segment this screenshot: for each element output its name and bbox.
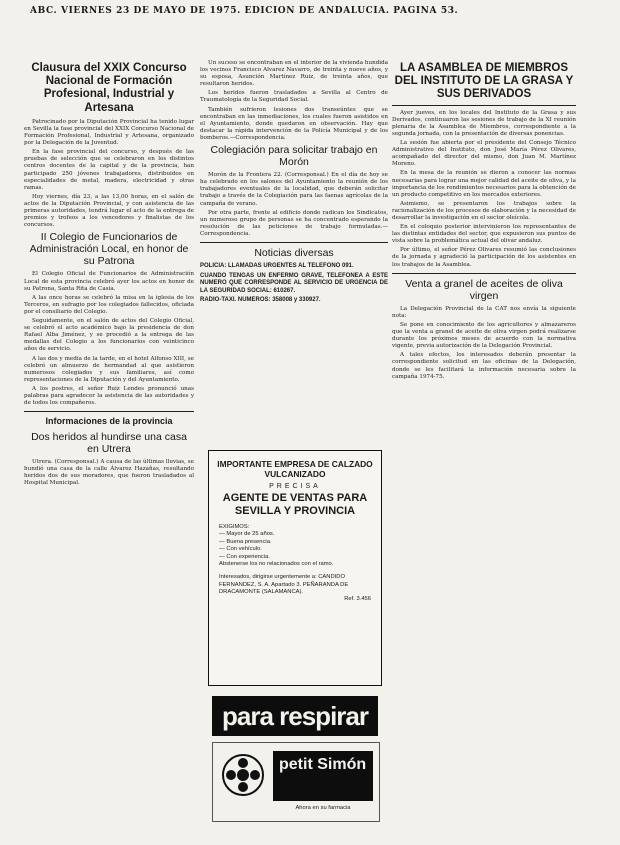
paragraph: Asimismo, se presentaron los trabajos sobre la racionalización de los procesos de elaboración y la necesidad de desarrollar la investigación en el sector oleícola. [392, 200, 576, 221]
headline-colegio: II Colegio de Funcionarios de Administración Local, en honor de su Patrona [29, 231, 189, 268]
headline-asamblea: LA ASAMBLEA DE MIEMBROS DEL INSTITUTO DE LA GRASA Y SUS DERIVADOS [392, 62, 576, 106]
divider [24, 411, 194, 412]
ad-requirements [219, 524, 371, 568]
paragraph: Los heridos fueron trasladados a Sevilla al Centro de Traumatología de la Seguridad Social. [200, 90, 388, 104]
flower-logo-icon [221, 753, 265, 797]
paragraph: Utrera. (Corresponsal.) A causa de las últimas lluvias, se hundió una casa de la calle Álvarez Hazañas, resultando heridos dos de sus moradores, que fueron trasladados al Hospital Municipal. [24, 458, 194, 486]
paragraph: A los postres, el señor Ruiz Lendes pronunció unas palabras para agradecer la asistencia de las autoridades y de todos los compañeros. [24, 385, 194, 407]
headline-aceites: Venta a granel de aceites de oliva virgen [405, 277, 563, 302]
ad-role: AGENTE DE VENTAS PARA SEVILLA Y PROVINCIA [222, 492, 368, 517]
ad-req: — Buena presencia. [219, 538, 272, 545]
ad-req: — Con experiencia. [219, 553, 270, 560]
column-left [24, 60, 194, 489]
petit-simon-advertisement [212, 742, 380, 822]
paragraph: Un suceso se encontraban en el interior de la vivienda hundida los vecinos Francisco Alvarez Navarro, de treinta y nueve años, y su esposa, Asunción Martínez Ruiz, de treinta años, que resultaron heridos. [200, 60, 388, 88]
paragraph: Por otra parte, frente al edificio donde radican los Sindicatos, un numeroso grupo de personas se ha concentrado esperando la resolución de las peticiones de trabajo formuladas.—Correspondencia. [200, 209, 388, 237]
ad-contact: Interesados, dirigirse urgentemente a: CANDIDO FERNANDEZ, S. A. Apartado 3. PEÑARANDA DE DRACAMONTE (SALAMANCA). [219, 574, 349, 595]
ad-req-label: EXIGIMOS: [219, 524, 250, 530]
headline-moron: Colegiación para solicitar trabajo en Morón [210, 144, 378, 169]
masthead: ABC. VIERNES 23 DE MAYO DE 1975. EDICION DE ANDALUCIA. PAGINA 53. [30, 6, 459, 16]
paragraph: Hoy viernes, día 23, a las 13,00 horas, en el salón de actos de la Diputación Provincial, y con asistencia de las primeras autoridades, tendrá lugar el acto de la entrega de premios y trofeos a los vencedores y finalistas de los concursos. [24, 193, 194, 229]
watermark: ​ [17, 304, 42, 329]
paragraph: También sufrieron lesiones dos transeúntes que se encontraban en las inmediaciones, los cuales fueron asistidos en el Ayuntamiento, donde quedaron en observación. Hay que destacar la rápida intervención de la Policía Municipal y de los bomberos.—Correspondencia. [200, 106, 388, 141]
paragraph: Patrocinado por la Diputación Provincial ha tenido lugar en Sevilla la fase provincial del XXIX Concurso Nacional de Formación Profesional, Industrial y Artesana, organizado por la Delegación de la Juventud. [24, 118, 194, 147]
paragraph: La Delegación Provincial de la CAT nos envía la siguiente nota: [392, 305, 576, 319]
notice-urgencia: CUANDO TENGAS UN ENFERMO GRAVE, TELEFONEA A ESTE NUMERO QUE CORRESPONDE AL SERVICIO DE URGENCIA DE LA SEGURIDAD SOCIAL: 610267. [200, 272, 388, 294]
respirar-advertisement: para respirar [212, 696, 378, 736]
paragraph: A las once horas se celebró la misa en la iglesia de los Terceros, en sufragio por los colegiados fallecidos, oficiada por el consiliario del Colegio. [24, 294, 194, 315]
column-middle [200, 60, 388, 307]
headline-concurso: Clausura del XXIX Concurso Nacional de Formación Profesional, Industrial y Artesana [31, 62, 187, 114]
notice-radiotaxi: RADIO-TAXI. NUMEROS: 358008 y 330927. [200, 297, 321, 304]
headline-provincia: Informaciones de la provincia [45, 416, 173, 427]
paragraph: En la mesa de la reunión se dieron a conocer las normas necesarias para lograr una mejor calidad del aceite de oliva, y la importancia de los rendimientos necesarios para la obtención de un producto competitivo en los mercados exteriores. [392, 170, 576, 198]
paragraph: El Colegio Oficial de Funcionarios de Administración Local de esta provincia celebró ayer los actos en honor de su Patrona, Santa Rita de Casia. [24, 271, 194, 292]
ad-title: IMPORTANTE EMPRESA DE CALZADO VULCANIZADO [217, 459, 373, 479]
paragraph: Ayer jueves, en los locales del Instituto de la Grasa y sus Derivados, continuaron las sesiones de trabajo de la XI reunión plenaria de la Asamblea de Miembros, correspondiente a la segunda jornada, con la presentación de diversas ponencias. [392, 109, 576, 137]
notice-policia: POLICIA: LLAMADAS URGENTES AL TELEFONO 091. [200, 263, 354, 270]
divider [200, 242, 388, 243]
ad-precisa: PRECISA [269, 483, 321, 490]
ad-req: Abstenerse los no relacionados con el ramo. [219, 561, 334, 568]
paragraph: La sesión fue abierta por el presidente del Consejo Técnico Administrativo del Instituto, don José María Pérez Olivares, acompañado del director del mismo, don Juan M. Martínez Moreno. [392, 140, 576, 168]
paragraph: En la fase provincial del concurso, y después de las pruebas de selección que se celebraron en los distintos centros docentes de la capital y de la provincia, han participado 250 jóvenes trabajadores, distribuidos en especialidades de metal, madera, electricidad y otras ramas. [24, 149, 194, 191]
ad-ref: Ref. 3.456 [344, 596, 371, 603]
ad-req: — Mayor de 25 años. [219, 531, 275, 538]
petit-simon-tag: Ahora en su farmacia [295, 805, 351, 811]
job-advertisement [208, 450, 382, 686]
headline-noticias: Noticias diversas [254, 247, 334, 259]
ad-req: — Con vehículo. [219, 546, 262, 553]
paragraph: En el coloquio posterior intervinieron los representantes de las distintas entidades del sector, que expusieron sus puntos de vista sobre la problemática actual del olivar andaluz. [392, 224, 576, 245]
paragraph: Morón de la Frontera 22. (Corresponsal.) En el día de hoy se ha celebrado en los salones del Ayuntamiento la reunión de los trabajadores eventuales de la localidad, que deberán solicitar trabajo a través de la Colegiación para las faenas agrícolas de la campaña de verano. [200, 172, 388, 207]
divider [392, 273, 576, 274]
paragraph: Se pone en conocimiento de los agricultores y almazareros que la venta a granel de aceite de oliva virgen podrá realizarse durante los próximos meses de acuerdo con la normativa vigente, previa autorización de la Delegación Provincial. [392, 321, 576, 350]
paragraph: A las dos y media de la tarde, en el hotel Alfonso XIII, se celebró un almuerzo de hermandad al que asistieron numerosos colegiados y sus familiares, así como representaciones de la Diputación y del Ayuntamiento. [24, 355, 194, 383]
column-right [392, 60, 576, 383]
paragraph: A tales efectos, los interesados deberán presentar la correspondiente solicitud en las oficinas de la Delegación, donde se les facilitará la información necesaria sobre la campaña 1974-75. [392, 352, 576, 380]
headline-utrera: Dos heridos al hundirse una casa en Utrera [31, 430, 187, 455]
paragraph: Por último, el señor Pérez Olivares resumió las conclusiones de la jornada y agradeció la participación de los asistentes en los trabajos de la Asamblea. [392, 247, 576, 268]
paragraph: Seguidamente, en el salón de actos del Colegio Oficial, se celebró el acto académico bajo la presidencia de don Rafael Alba Jiménez, y se procedió a la entrega de las medallas del Colegio a los funcionarios con veinticinco años de servicio. [24, 318, 194, 353]
petit-simon-brand: petit Simón [273, 751, 373, 801]
